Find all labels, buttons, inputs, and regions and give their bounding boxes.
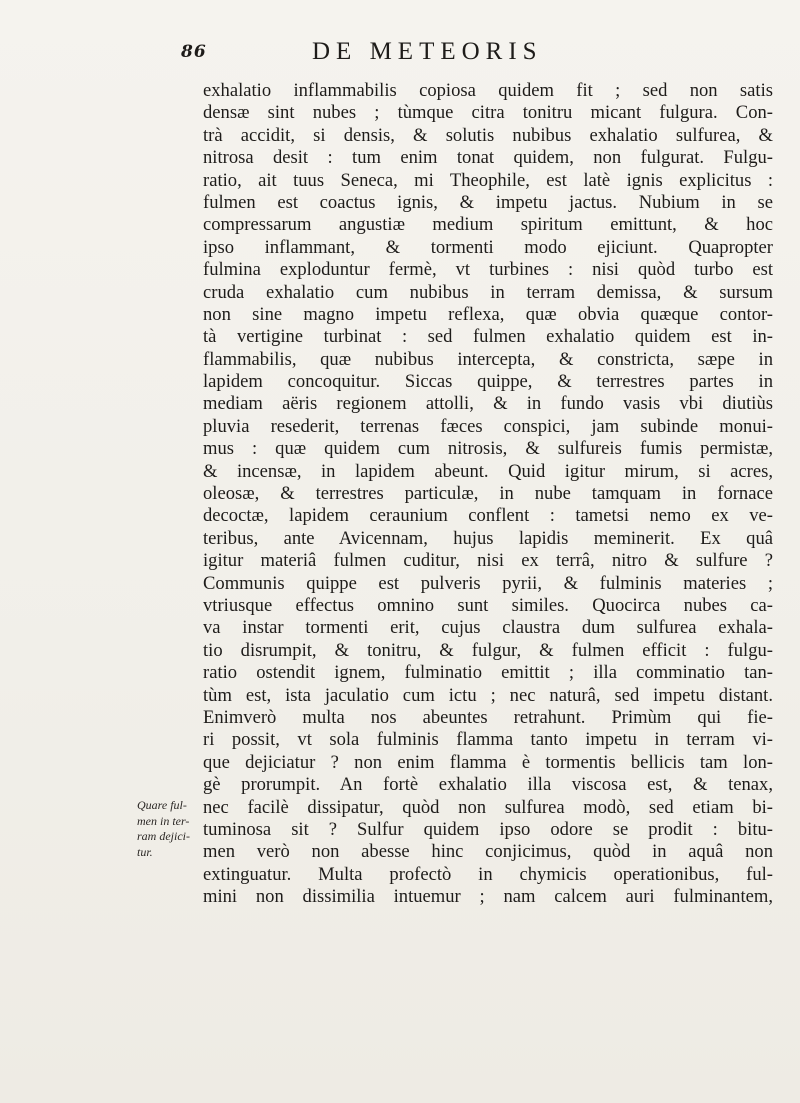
text-line: teribus, ante Avicennam, hujus lapidis meminerit. Ex quâ <box>203 527 773 549</box>
text-line: decoctæ, lapidem ceraunium conflent : tametsi nemo ex ve- <box>203 505 773 527</box>
text-line: igitur materiâ fulmen cuditur, nisi ex terrâ, nitro & sulfure ? <box>203 550 773 572</box>
text-line: ratio, ait tuus Seneca, mi Theophile, est latè ignis explicitus : <box>203 169 773 191</box>
text-line: tuminosa sit ? Sulfur quidem ipso odore se prodit : bitu- <box>203 818 773 840</box>
text-line: tà vertigine turbinat : sed fulmen exhalatio quidem est in- <box>203 326 773 348</box>
marginal-note-line: tur. <box>137 844 153 859</box>
page-header <box>0 38 800 78</box>
text-line: exhalatio inflammabilis copiosa quidem fit ; sed non satis <box>203 80 773 101</box>
text-line: fulmina exploduntur fermè, vt turbines : nisi quòd turbo est <box>203 259 773 281</box>
text-line: tio disrumpit, & tonitru, & fulgur, & fulmen efficit : fulgu- <box>203 639 773 661</box>
text-line: densæ sint nubes ; tùmque citra tonitru micant fulgura. Con- <box>203 102 773 124</box>
text-line: & incensæ, in lapidem abeunt. Quid igitur mirum, si acres, <box>203 460 773 482</box>
text-line: non sine magno impetu reflexa, quæ obvia quæque contor- <box>203 303 773 325</box>
text-line: fulmen est coactus ignis, & impetu jactus. Nubium in se <box>203 191 773 213</box>
text-line: mediam aëris regionem attolli, & in fundo vasis vbi diutiùs <box>203 393 773 415</box>
page-number: 86 <box>181 42 207 62</box>
marginal-note-line: Quare ful- <box>137 798 187 812</box>
text-line: nec facilè dissipatur, quòd non sulfurea modò, sed etiam bi- <box>203 796 773 818</box>
marginal-note-line: ram dejici- <box>137 829 190 843</box>
text-line: nitrosa desit : tum enim tonat quidem, non fulgurat. Fulgu- <box>203 147 773 169</box>
text-line: flammabilis, quæ nubibus intercepta, & constricta, sæpe in <box>203 348 773 370</box>
text-line: Communis quippe est pulveris pyrii, & fulminis materies ; <box>203 572 773 594</box>
text-line: oleosæ, & terrestres particulæ, in nube tamquam in fornace <box>203 483 773 505</box>
text-line: pluvia resederit, terrenas fæces conspici, jam subinde monui- <box>203 415 773 437</box>
marginal-note <box>137 798 199 860</box>
text-line: mini non dissimilia intuemur ; nam calcem auri fulminantem, <box>203 886 773 908</box>
body-text <box>203 80 773 908</box>
text-line: gè prorumpit. An fortè exhalatio illa viscosa est, & tenax, <box>203 774 773 796</box>
text-line: ipso inflammant, & tormenti modo ejiciunt. Quapropter <box>203 236 773 258</box>
marginal-note-line: men in ter- <box>137 813 190 828</box>
text-line: tùm est, ista jaculatio cum ictu ; nec naturâ, sed impetu distant. <box>203 684 773 706</box>
text-line: que dejiciatur ? non enim flamma è tormentis bellicis tam lon- <box>203 751 773 773</box>
text-line: men verò non abesse hinc conjicimus, quòd in aquâ non <box>203 841 773 863</box>
text-line: lapidem concoquitur. Siccas quippe, & terrestres partes in <box>203 371 773 393</box>
text-line: compressarum angustiæ medium spiritum emittunt, & hoc <box>203 214 773 236</box>
text-line: mus : quæ quidem cum nitrosis, & sulfureis fumis permistæ, <box>203 438 773 460</box>
text-line: vtriusque effectus omnino sunt similes. Quocirca nubes ca- <box>203 594 773 616</box>
text-line: cruda exhalatio cum nubibus in terram demissa, & sursum <box>203 281 773 303</box>
text-line: trà accidit, si densis, & solutis nubibus exhalatio sulfurea, & <box>203 124 773 146</box>
running-title: DE METEORIS <box>312 38 543 65</box>
text-line: ri possit, vt sola fulminis flamma tanto impetu in terram vi- <box>203 729 773 751</box>
text-line: va instar tormenti erit, cujus claustra dum sulfurea exhala- <box>203 617 773 639</box>
text-line: Enimverò multa nos abeuntes retrahunt. Primùm qui fie- <box>203 706 773 728</box>
text-line: extinguatur. Multa profectò in chymicis operationibus, ful- <box>203 863 773 885</box>
text-line: ratio ostendit ignem, fulminatio emittit ; illa comminatio tan- <box>203 662 773 684</box>
